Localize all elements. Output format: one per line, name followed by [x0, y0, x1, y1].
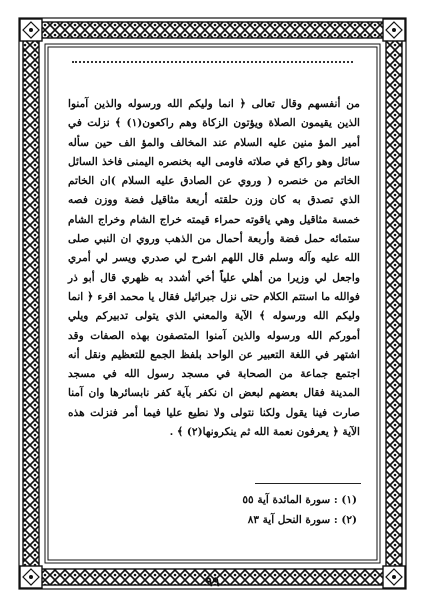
footnote-2: (٢) : سورة النحل آية ٨٣ — [247, 514, 357, 526]
main-text — [68, 95, 360, 442]
main-paragraph: من أنفسهم وقال تعالى ﴿ انما وليكم الله ورسوله والذين آمنوا الذين يقيمون الصلاة ويؤتون الزكاة وهم راكعون(١) ﴾ نزلت في أمير المؤ منين عليه السلام عند المخالف والمؤ الف حين سأله سائل وهو راكع في صلاته فاومى اليه بخنصره اليمنى فاخذ السائل الخاتم من خنصره ( وروي عن الصادق عليه السلام )ان الخاتم الذي تصدق به كان وزن حلقته أربعة مثاقيل فضة ووزن فصه خمسة مثاقيل وهي ياقوته حمراء قيمته خراج الشام وخراج الشام ستمائه حمل فضة وأربعة أحمال من الذهب وروي ان النبي صلى الله عليه وآله وسلم قال اللهم اشرح لي صدري ويسر لي أمري واجعل لي وزيرا من أهلي علياً أخي أشدد به ظهري قال أبو ذر فوالله ما استتم الكلام حتى نزل جبرائيل فقال يا محمد اقرء ﴿ انما وليكم الله ورسوله ﴾ الآية والمعني الذي يتولى تدبيركم ويلي أموركم الله ورسوله والذين آمنوا المتصفون بهذه الصفات وقد اشتهر في اللغة التعبير عن الواحد بلفظ الجمع للتعظيم ونقل أنه اجتمع جماعة من الصحابة في مسجد رسول الله في مسجد المدينة فقال بعضهم لبعض ان نكفر بآية كفر نابسائرها وان آمنا صارت فينا يقول ولكنا نتولى ولا نطيع عليا فيما أمر فنزلت هذه الآية ﴿ يعرفون نعمة الله ثم ينكرونها(٢) ﴾ . — [68, 98, 360, 439]
footnote-1: (١) : سورة المائدة آية ٥٥ — [242, 494, 357, 506]
footnote-separator — [255, 483, 361, 484]
header-dotted-rule — [72, 61, 353, 63]
footnotes — [107, 490, 357, 530]
page-number: ٩٩ — [205, 575, 220, 590]
